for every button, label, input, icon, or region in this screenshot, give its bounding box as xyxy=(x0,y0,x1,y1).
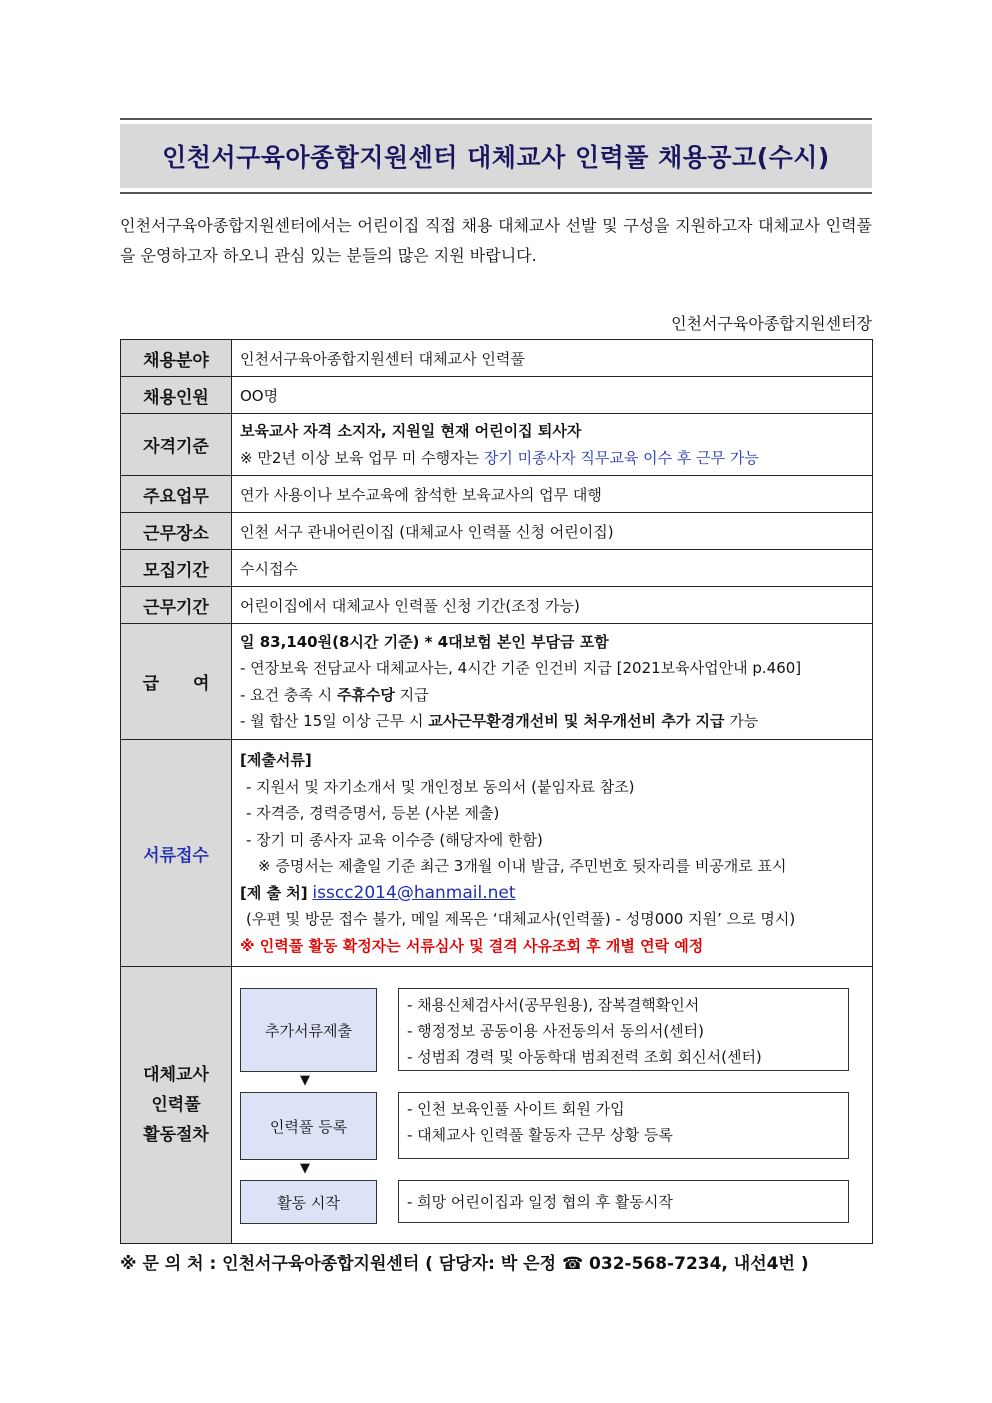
label-procedure xyxy=(121,967,232,1244)
documents-note: ※ 증명서는 제출일 기준 최근 3개월 이내 발급, 주민번호 뒷자리를 비공개로 표시 xyxy=(258,857,787,875)
page-title: 인천서구육아종합지원센터 대체교사 인력풀 채용공고(수시) xyxy=(162,143,830,172)
salary-line3-bold: 주휴수당 xyxy=(336,685,395,704)
row-duty xyxy=(121,476,873,513)
salary-line2: - 연장보육 전담교사 대체교사는, 4시간 기준 인건비 지급 [2021보육사업안내 p.460] xyxy=(240,659,802,677)
intro-paragraph: 인천서구육아종합지원센터에서는 어린이집 직접 채용 대체교사 선발 및 구성을 지원하고자 대체교사 인력풀을 운영하고자 하오니 관심 있는 분들의 많은 지원 바랍니다. xyxy=(120,216,872,265)
procedure-label-line: 인력풀 xyxy=(151,1095,201,1115)
qualification-line2 xyxy=(240,445,864,472)
sender-name: 인천서구육아종합지원센터장 xyxy=(671,314,872,333)
label-period: 근무기간 xyxy=(121,587,232,624)
value-headcount: OO명 xyxy=(232,377,873,414)
documents-warning: ※ 인력풀 활동 확정자는 서류심사 및 결격 사유조회 후 개별 연락 예정 xyxy=(240,936,704,955)
salary-line4 xyxy=(240,708,864,735)
step-detail: - 대체교사 인력풀 활동자 근무 상황 등록 xyxy=(407,1126,673,1144)
value-place: 인천 서구 관내어린이집 (대체교사 인력풀 신청 어린이집) xyxy=(232,513,873,550)
value-documents xyxy=(232,740,873,967)
row-headcount xyxy=(121,377,873,414)
email-link[interactable]: isscc2014@hanmail.net xyxy=(312,882,516,903)
label-salary: 급 여 xyxy=(121,624,232,740)
value-field: 인천서구육아종합지원센터 대체교사 인력풀 xyxy=(232,340,873,377)
title-band xyxy=(120,124,872,188)
salary-line3-text: - 요건 충족 시 xyxy=(240,685,337,704)
step-detail: - 인천 보육인풀 사이트 회원 가입 xyxy=(407,1100,625,1118)
down-arrow-icon: ▼ xyxy=(300,1073,310,1088)
title-top-rule xyxy=(120,118,872,120)
salary-line4-text: - 월 합산 15일 이상 근무 시 xyxy=(240,712,429,730)
step-detail: - 성범죄 경력 및 아동학대 범죄전력 조회 회신서(센터) xyxy=(407,1048,762,1066)
label-field: 채용분야 xyxy=(121,340,232,377)
submit-note: (우편 및 방문 접수 불가, 메일 제목은 ‘대체교사(인력풀) - 성명000 지원’ 으로 명시) xyxy=(246,910,796,928)
value-procedure xyxy=(232,967,873,1244)
label-qualification: 자격기준 xyxy=(121,414,232,476)
row-salary xyxy=(121,624,873,740)
qualification-note-highlight: 장기 미종사자 직무교육 이수 후 근무 가능 xyxy=(483,448,759,467)
qualification-note: ※ 만2년 이상 보육 업무 미 수행자는 xyxy=(240,448,484,467)
value-recruit: 수시접수 xyxy=(232,550,873,587)
label-place: 근무장소 xyxy=(121,513,232,550)
step-box-registration: 인력풀 등록 xyxy=(240,1092,377,1160)
submit-label: [제 출 처] xyxy=(240,883,308,902)
title-bottom-rule xyxy=(120,192,872,194)
documents-item: - 자격증, 경력증명서, 등본 (사본 제출) xyxy=(246,804,500,822)
step-details-registration xyxy=(398,1092,849,1159)
row-place xyxy=(121,513,873,550)
procedure-label-line: 활동절차 xyxy=(143,1125,209,1145)
step-detail: - 채용신체검사서(공무원용), 잠복결핵확인서 xyxy=(407,996,700,1014)
row-procedure xyxy=(121,967,873,1244)
procedure-label-line: 대체교사 xyxy=(143,1065,209,1085)
step-box-start: 활동 시작 xyxy=(240,1180,377,1224)
down-arrow-icon: ▼ xyxy=(300,1161,310,1176)
value-duty: 연가 사용이나 보수교육에 참석한 보육교사의 업무 대행 xyxy=(232,476,873,513)
qualification-line1: 보육교사 자격 소지자, 지원일 현재 어린이집 퇴사자 xyxy=(240,422,582,440)
contact-footer: ※ 문 의 처 : 인천서구육아종합지원센터 ( 담당자: 박 은정 ☎ 032-568-7234, 내선4번 ) xyxy=(120,1254,809,1274)
value-qualification xyxy=(232,414,873,476)
salary-line4-end: 가능 xyxy=(724,712,759,730)
row-period xyxy=(121,587,873,624)
recruitment-table xyxy=(120,339,873,1244)
row-recruit xyxy=(121,550,873,587)
step-detail: - 희망 어린이집과 일정 협의 후 활동시작 xyxy=(407,1192,673,1211)
salary-line1: 일 83,140원(8시간 기준) * 4대보험 본인 부담금 포함 xyxy=(240,632,609,651)
row-documents xyxy=(121,740,873,967)
label-duty: 주요업무 xyxy=(121,476,232,513)
step-detail: - 행정정보 공동이용 사전동의서 동의서(센터) xyxy=(407,1022,705,1040)
step-details-start xyxy=(398,1180,849,1223)
value-salary xyxy=(232,624,873,740)
documents-item: - 장기 미 종사자 교육 이수증 (해당자에 한함) xyxy=(246,830,543,849)
step-box-additional-docs: 추가서류제출 xyxy=(240,988,377,1072)
row-qualification xyxy=(121,414,873,476)
label-recruit: 모집기간 xyxy=(121,550,232,587)
label-headcount: 채용인원 xyxy=(121,377,232,414)
submit-line xyxy=(240,880,864,907)
salary-line3 xyxy=(240,682,864,709)
value-period: 어린이집에서 대체교사 인력풀 신청 기간(조정 가능) xyxy=(232,587,873,624)
salary-line4-bold: 교사근무환경개선비 및 처우개선비 추가 지급 xyxy=(428,712,725,730)
step-details-additional-docs xyxy=(398,988,849,1071)
procedure-flow xyxy=(232,967,872,1243)
documents-heading: [제출서류] xyxy=(240,751,312,769)
salary-line3-end: 지급 xyxy=(394,685,429,704)
title-banner xyxy=(120,118,872,196)
label-documents: 서류접수 xyxy=(121,740,232,967)
row-field xyxy=(121,340,873,377)
documents-item: - 지원서 및 자기소개서 및 개인정보 동의서 (붙임자료 참조) xyxy=(246,777,635,796)
